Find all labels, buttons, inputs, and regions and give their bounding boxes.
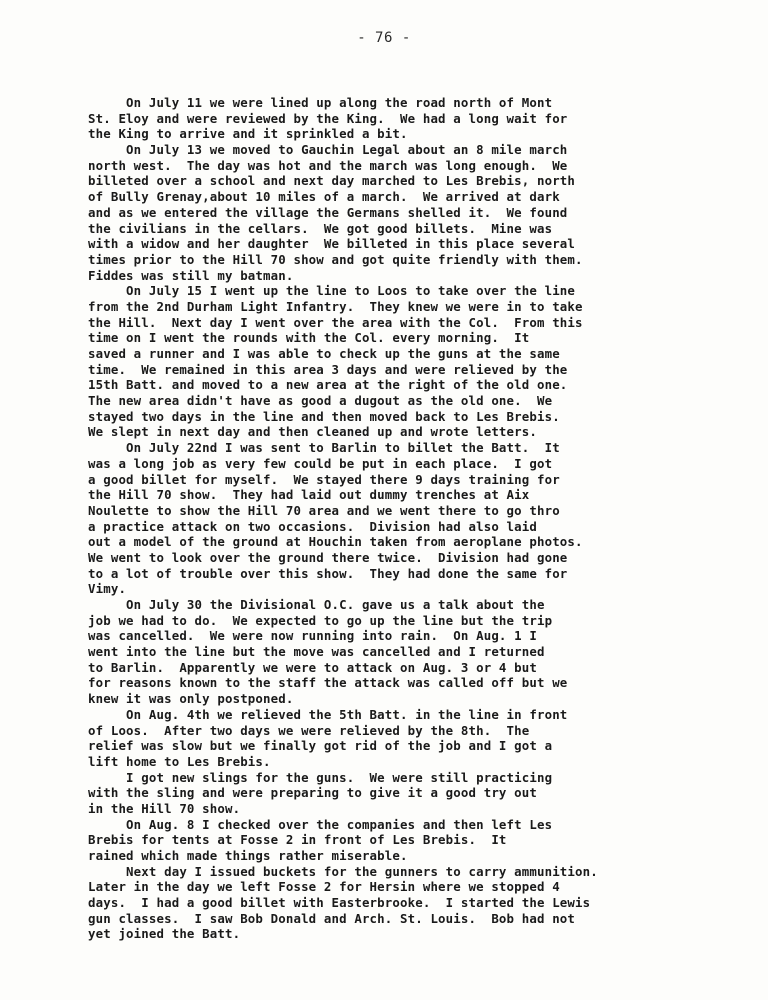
body-text	[88, 95, 708, 942]
text-line: gun classes. I saw Bob Donald and Arch. St. Louis. Bob had not	[88, 910, 576, 926]
text-line: On July 22nd I was sent to Barlin to billet the Batt. It	[88, 440, 560, 456]
text-line: knew it was only postponed.	[88, 691, 294, 707]
text-line: lift home to Les Brebis.	[88, 753, 271, 769]
text-line: with a widow and her daughter We billeted in this place several	[88, 236, 576, 252]
text-line: north west. The day was hot and the march was long enough. We	[88, 157, 568, 173]
text-line: billeted over a school and next day marched to Les Brebis, north	[88, 173, 576, 189]
text-line: On Aug. 4th we relieved the 5th Batt. in the line in front	[88, 706, 568, 722]
text-line: job we had to do. We expected to go up the line but the trip	[88, 612, 553, 628]
text-line: a practice attack on two occasions. Division had also laid	[88, 518, 537, 534]
text-line: 15th Batt. and moved to a new area at the right of the old one.	[88, 377, 568, 393]
text-line: On July 15 I went up the line to Loos to take over the line	[88, 283, 576, 299]
text-line: days. I had a good billet with Easterbrooke. I started the Lewis	[88, 895, 591, 911]
text-line: St. Eloy and were reviewed by the King. We had a long wait for	[88, 110, 568, 126]
text-line: stayed two days in the line and then moved back to Les Brebis.	[88, 408, 560, 424]
text-line: was cancelled. We were now running into rain. On Aug. 1 I	[88, 628, 537, 644]
text-line: from the 2nd Durham Light Infantry. They knew we were in to take	[88, 298, 583, 314]
text-line: went into the line but the move was cancelled and I returned	[88, 644, 545, 660]
text-line: Later in the day we left Fosse 2 for Hersin where we stopped 4	[88, 879, 560, 895]
text-line: for reasons known to the staff the attack was called off but we	[88, 675, 568, 691]
text-line: the King to arrive and it sprinkled a bit.	[88, 126, 408, 142]
text-line: We went to look over the ground there twice. Division had gone	[88, 549, 568, 565]
text-line: with the sling and were preparing to give it a good try out	[88, 785, 537, 801]
text-line: We slept in next day and then cleaned up and wrote letters.	[88, 424, 537, 440]
text-line: Vimy.	[88, 581, 127, 597]
text-line: time on I went the rounds with the Col. every morning. It	[88, 330, 530, 346]
text-line: and as we entered the village the Germans shelled it. We found	[88, 204, 568, 220]
text-line: Next day I issued buckets for the gunners to carry ammunition.	[88, 863, 598, 879]
text-line: of Loos. After two days we were relieved by the 8th. The	[88, 722, 530, 738]
text-line: rained which made things rather miserable.	[88, 848, 408, 863]
text-line: time. We remained in this area 3 days and were relieved by the	[88, 361, 568, 377]
page-number: - 76 -	[357, 30, 411, 46]
text-line: relief was slow but we finally got rid of the job and I got a	[88, 738, 553, 754]
text-line: times prior to the Hill 70 show and got quite friendly with them.	[88, 251, 583, 267]
text-line: a good billet for myself. We stayed there 9 days training for	[88, 471, 560, 487]
text-line: Brebis for tents at Fosse 2 in front of Les Brebis. It	[88, 832, 507, 848]
text-line: On July 30 the Divisional O.C. gave us a talk about the	[88, 597, 545, 612]
text-line: On Aug. 8 I checked over the companies and then left Les	[88, 816, 553, 832]
text-line: out a model of the ground at Houchin taken from aeroplane photos.	[88, 534, 583, 550]
text-line: to a lot of trouble over this show. They had done the same for	[88, 565, 568, 581]
text-line: The new area didn't have as good a dugout as the old one. We	[88, 393, 553, 409]
text-line: to Barlin. Apparently we were to attack on Aug. 3 or 4 but	[88, 659, 537, 675]
text-line: I got new slings for the guns. We were still practicing	[88, 769, 553, 785]
text-line: Noulette to show the Hill 70 area and we went there to go thro	[88, 502, 560, 518]
text-line: yet joined the Batt.	[88, 926, 241, 942]
text-line: Fiddes was still my batman.	[88, 267, 294, 283]
text-line: the Hill 70 show. They had laid out dummy trenches at Aix	[88, 487, 530, 503]
text-line: the civilians in the cellars. We got good billets. Mine was	[88, 220, 553, 236]
text-line: saved a runner and I was able to check up the guns at the same	[88, 346, 560, 361]
text-line: On July 11 we were lined up along the road north of Mont	[88, 95, 553, 110]
text-line: was a long job as very few could be put in each place. I got	[88, 455, 553, 471]
text-line: On July 13 we moved to Gauchin Legal about an 8 mile march	[88, 142, 568, 158]
text-line: the Hill. Next day I went over the area with the Col. From this	[88, 314, 583, 330]
text-line: of Bully Grenay,about 10 miles of a march. We arrived at dark	[88, 189, 560, 205]
text-line: in the Hill 70 show.	[88, 800, 241, 816]
